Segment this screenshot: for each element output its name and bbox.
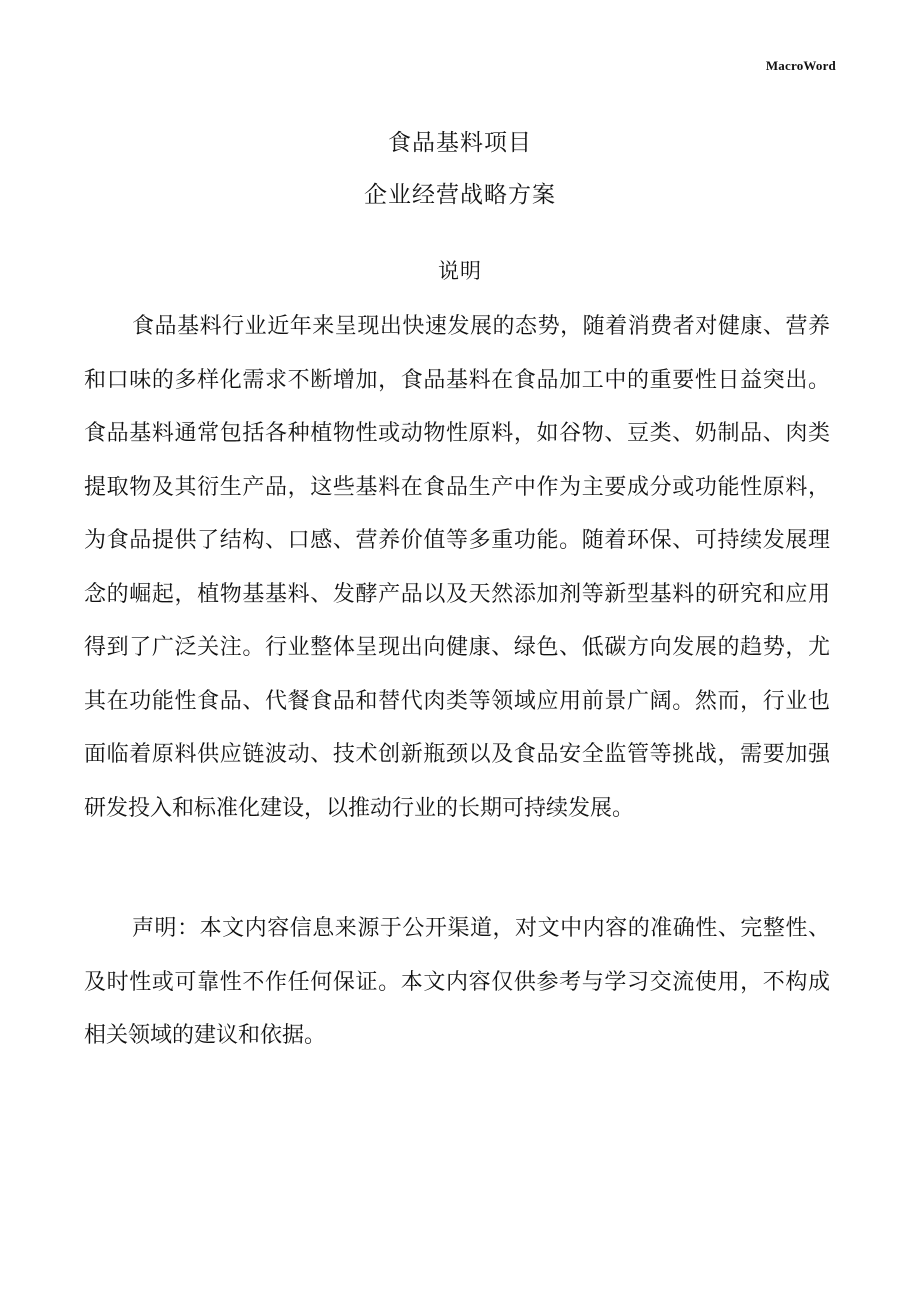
header-brand: MacroWord xyxy=(765,58,836,73)
section-heading: 说明 xyxy=(438,259,482,283)
paragraph-disclaimer: 声明：本文内容信息来源于公开渠道，对文中内容的准确性、完整性、及时性或可靠性不作任何保证。本文内容仅供参考与学习交流使用，不构成相关领域的建议和依据。 xyxy=(84,916,830,1048)
document-title-line1: 食品基料项目 xyxy=(388,130,532,156)
paragraph-main: 食品基料行业近年来呈现出快速发展的态势，随着消费者对健康、营养和口味的多样化需求不断增加，食品基料在食品加工中的重要性日益突出。食品基料通常包括各种植物性或动物性原料，如谷物、豆类、奶制品、肉类提取物及其衍生产品，这些基料在食品生产中作为主要成分或功能性原料，为食品提供了结构、口感、营养价值等多重功能。随着环保、可持续发展理念的崛起，植物基基料、发酵产品以及天然添加剂等新型基料的研究和应用得到了广泛关注。行业整体呈现出向健康、绿色、低碳方向发展的趋势，尤其在功能性食品、代餐食品和替代肉类等领域应用前景广阔。然而，行业也面临着原料供应链波动、技术创新瓶颈以及食品安全监管等挑战，需要加强研发投入和标准化建设，以推动行业的长期可持续发展。 xyxy=(84,314,830,821)
document-title-line2: 企业经营战略方案 xyxy=(364,182,556,208)
